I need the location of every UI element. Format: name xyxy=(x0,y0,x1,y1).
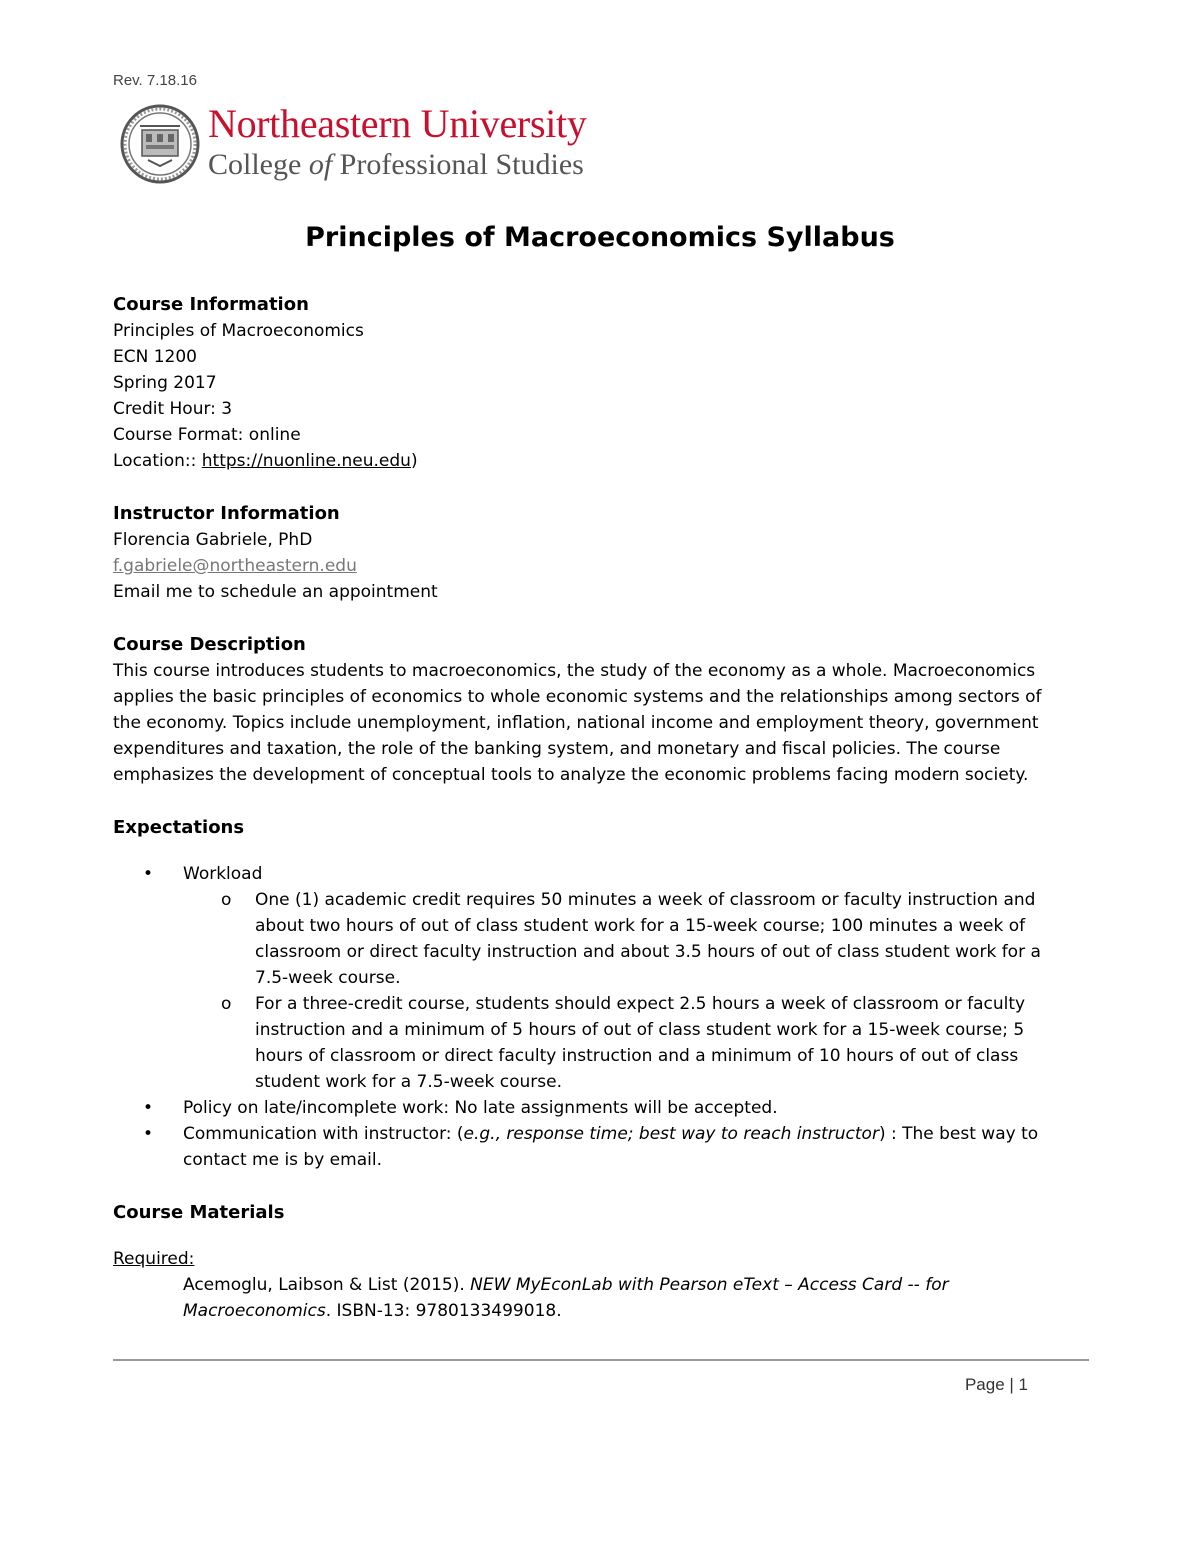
page-title: Principles of Macroeconomics Syllabus xyxy=(305,222,895,253)
course-description-heading: Course Description xyxy=(113,634,306,655)
instructor-name: Florencia Gabriele, PhD xyxy=(113,530,313,550)
textbook-reference: Acemoglu, Laibson & List (2015). NEW MyEconLab with Pearson eText – Access Card -- for Macroeconomics. ISBN-13: 9780133499018. xyxy=(183,1275,949,1321)
course-code: ECN 1200 xyxy=(113,347,197,367)
list-item: o One (1) academic credit requires 50 minutes a week of classroom or faculty instruction and about two hours of out of class student work for a 15-week course; 100 minutes a week of classroom or direct faculty instruction and about 3.5 hours of out of class student work for a 7.5-week course. xyxy=(183,887,1088,991)
credit-hour: Credit Hour: 3 xyxy=(113,399,233,419)
description-line: This course introduces students to macroeconomics, the study of the economy as a whole. Macroeconomics xyxy=(113,661,1036,681)
university-logo xyxy=(120,98,630,190)
list-item xyxy=(113,1095,1088,1121)
list-item xyxy=(113,861,1088,887)
revision-label: Rev. 7.18.16 xyxy=(113,72,197,89)
expectations-heading: Expectations xyxy=(113,817,245,838)
late-policy: • Policy on late/incomplete work: No late assignments will be accepted. xyxy=(183,1098,778,1118)
instructor-email-line xyxy=(113,553,1088,579)
expectations-list xyxy=(113,861,1088,887)
communication-policy: • Communication with instructor: (e.g., response time; best way to reach instructor) : The best way to xyxy=(183,1124,1039,1144)
appointment-note: Email me to schedule an appointment xyxy=(113,582,438,602)
course-format: Course Format: online xyxy=(113,425,301,445)
page-number: Page | 1 xyxy=(964,1375,1028,1394)
description-line: applies the basic principles of economics to whole economic systems and the relationships among sectors of xyxy=(113,687,1042,707)
workload-sublist xyxy=(113,887,1088,1095)
course-description-text xyxy=(113,658,1088,788)
description-line: expenditures and taxation, the role of the banking system, and monetary and fiscal policies. The course xyxy=(113,739,1001,759)
description-line: emphasizes the development of conceptual tools to analyze the economic problems facing modern society. xyxy=(113,765,1029,785)
instructor-information-heading: Instructor Information xyxy=(113,503,340,524)
logo-college-name: College of Professional Studies xyxy=(208,148,584,181)
course-information-heading: Course Information xyxy=(113,294,309,315)
course-location: Location:: https://nuonline.neu.edu) xyxy=(113,451,418,471)
instructor-email-link[interactable]: f.gabriele@northeastern.edu xyxy=(113,556,357,576)
course-name: Principles of Macroeconomics xyxy=(113,321,364,341)
document-body xyxy=(113,292,1088,1324)
workload-label: Workload xyxy=(183,864,263,884)
list-item xyxy=(113,1121,1088,1173)
communication-policy-cont: contact me is by email. xyxy=(183,1150,382,1170)
logo-university-name: Northeastern University xyxy=(208,101,587,146)
description-line: the economy. Topics include unemployment, inflation, national income and employment theory, government xyxy=(113,713,1039,733)
location-link[interactable]: https://nuonline.neu.edu xyxy=(201,451,411,471)
footer-divider xyxy=(113,1359,1089,1361)
list-item: o For a three-credit course, students should expect 2.5 hours a week of classroom or faculty instruction and a minimum of 5 hours of out of class student work for a 15-week course; 5 hours of classroom or direct faculty instruction and a minimum of 10 hours of out of class student work for a 7.5-week course. xyxy=(183,991,1088,1095)
expectations-list-continued xyxy=(113,1095,1088,1173)
university-seal-icon xyxy=(120,104,200,184)
course-term: Spring 2017 xyxy=(113,373,217,393)
required-label: Required: xyxy=(113,1249,195,1269)
course-materials-heading: Course Materials xyxy=(113,1202,285,1223)
